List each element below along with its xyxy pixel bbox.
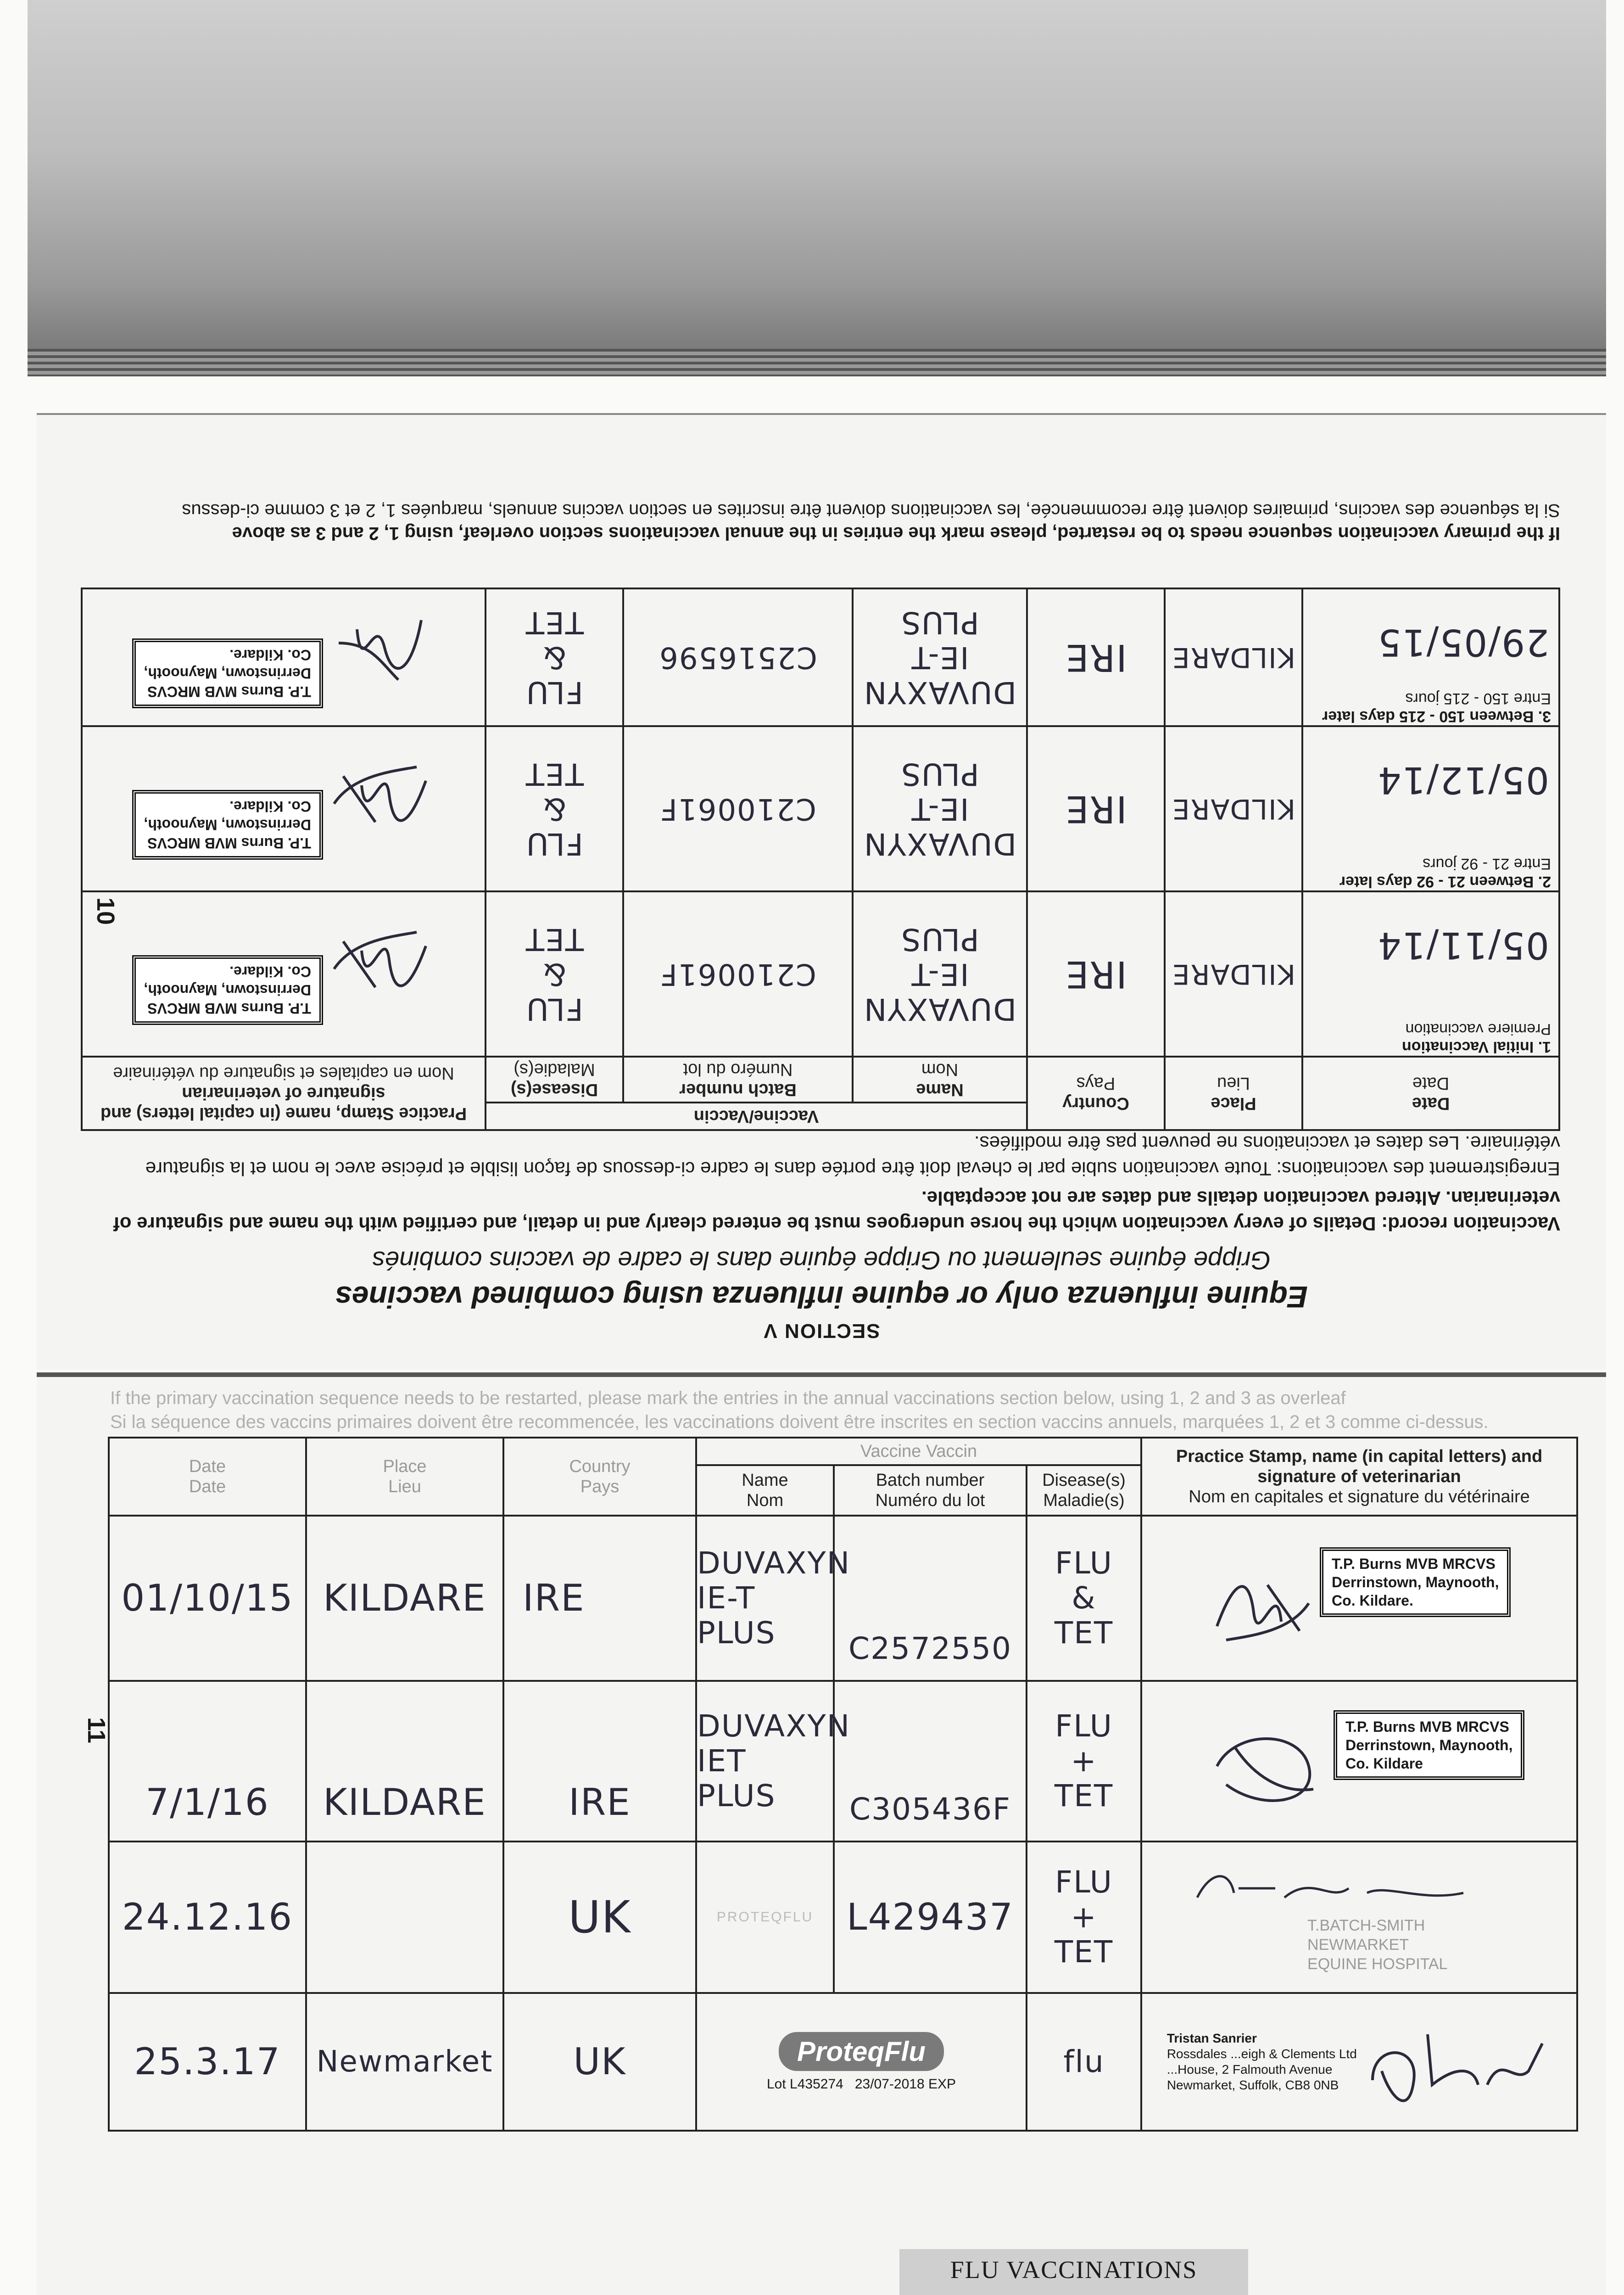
disease-value: flu <box>1027 1993 1141 2131</box>
batch-value: C2572550 <box>834 1516 1027 1681</box>
date-cell <box>1302 726 1559 891</box>
practice-stamp: T.P. Burns MVB MRCVS Derrinstown, Maynooth, Co. Kildare. <box>132 955 323 1025</box>
vaccine-label-print: PROTEQFLU <box>716 1909 814 1925</box>
row-label: 1. Initial Vaccination Premiere vaccination <box>1402 1020 1551 1056</box>
table-row <box>109 1516 1577 1681</box>
vet-signature <box>325 606 435 698</box>
place-value: KILDARE <box>1165 588 1302 726</box>
table-row <box>109 1681 1577 1842</box>
header-place: Place Lieu <box>306 1438 503 1516</box>
header-country: Country Pays <box>1027 1057 1165 1130</box>
restart-instructions-fr: Si la séquence des vaccins, primaires doivent être recommencée, les vaccinations doivent être inscrites en section vaccins annuels, marquées 1, 2 et 3 comme ci-dessus <box>182 500 1560 521</box>
header-batch-number: Batch number Numéro du lot <box>834 1465 1027 1516</box>
table-row <box>82 726 1559 891</box>
practice-stamp: T.P. Burns MVB MRCVS Derrinstown, Maynooth, Co. Kildare. <box>132 638 323 708</box>
disease-value: FLU & TET <box>486 588 623 726</box>
lot-expiry-line: Lot L435274 23/07-2018 EXP <box>766 2076 956 2092</box>
annual-vaccination-table <box>108 1437 1578 2132</box>
row-label: 3. Between 150 - 215 days later Entre 150 - 215 jours <box>1322 690 1551 725</box>
primary-vaccination-table <box>81 588 1560 1131</box>
date-value: 05/12/14 <box>1377 759 1549 801</box>
practice-stamp: T.P. Burns MVB MRCVS Derrinstown, Maynooth, Co. Kildare. <box>132 790 323 860</box>
place-value: KILDARE <box>306 1516 503 1681</box>
country-value: IRE <box>503 1681 696 1842</box>
header-diseases: Disease(s) Maladie(s) <box>486 1057 623 1103</box>
header-diseases: Disease(s) Maladie(s) <box>1027 1465 1141 1516</box>
vet-signature <box>1208 1557 1318 1649</box>
stamp-cell <box>1141 1516 1577 1681</box>
page-number: 11 <box>83 1717 110 1744</box>
faded-instructions: If the primary vaccination sequence needs to be restarted, please mark the entries in the annual vaccinations section below, using 1, 2 and 3 as overleaf Si la séquence des vaccins primaires doivent être recommencée, les vaccinations doivent être inscrites en section vaccins annuels, marquées 1, 2 et 3 comme ci-dessus. <box>110 1388 1489 1432</box>
date-value: 25.3.17 <box>109 1993 306 2131</box>
country-value: UK <box>503 1842 696 1993</box>
stamp-cell <box>1141 1842 1577 1993</box>
date-value: 01/10/15 <box>109 1516 306 1681</box>
vet-signature <box>325 758 435 850</box>
table-row <box>82 891 1559 1057</box>
binding-crease <box>28 349 1606 376</box>
page-11 <box>37 1372 1606 2295</box>
vaccine-sticker <box>696 1993 1027 2131</box>
vet-signature <box>1170 1861 1491 1916</box>
scan-shadow <box>28 0 1606 376</box>
vaccine-name-value: DUVAXYN IE-T PLUS <box>696 1516 834 1681</box>
batch-value: C305436F <box>834 1681 1027 1842</box>
stamp-cell <box>1141 1681 1577 1842</box>
date-value: 7/1/16 <box>109 1681 306 1842</box>
page-number: 10 <box>92 897 120 925</box>
practice-stamp: T.P. Burns MVB MRCVS Derrinstown, Maynooth, Co. Kildare. <box>1320 1547 1511 1617</box>
header-vaccine-group: Vaccine Vaccin <box>696 1438 1141 1465</box>
restart-instructions-en: If the primary vaccination sequence needs to be restarted, please mark the entries in the annual vaccinations section overleaf, using 1, 2 and 3 as above <box>232 523 1560 543</box>
batch-value: C210061F <box>623 891 853 1057</box>
header-practice-stamp: Practice Stamp, name (in capital letters) and signature of veterinarian Nom en capitales et signature du vétérinaire <box>1141 1438 1577 1516</box>
country-value: IRE <box>503 1516 696 1681</box>
header-vaccine-name: Name Nom <box>696 1465 834 1516</box>
vet-signature <box>325 923 435 1015</box>
page-10 <box>37 413 1606 1370</box>
vaccine-name-value: DUVAXYN IE-T PLUS <box>853 891 1027 1057</box>
country-value: UK <box>503 1993 696 2131</box>
header-practice-stamp: Practice Stamp, name (in capital letters) and signature of veterinarian Nom en capitales et signature du vétérinaire <box>82 1057 486 1130</box>
section-label: SECTION V <box>763 1320 880 1342</box>
place-value: KILDARE <box>1165 726 1302 891</box>
vaccination-instructions-en: Vaccination record: Details of every vaccination which the horse undergoes must be entered clearly and in detail, and certified with the name and signature of veterinarian. Altered vaccination details and dates are not acceptable. <box>113 1187 1560 1235</box>
vaccine-name-value: DUVAXYN IE-T PLUS <box>853 588 1027 726</box>
table-row <box>82 588 1559 726</box>
header-date: Date Date <box>1302 1057 1559 1130</box>
date-value: 24.12.16 <box>109 1842 306 1993</box>
header-vaccine-group: Vaccine/Vaccin <box>486 1103 1027 1130</box>
date-cell <box>1302 588 1559 726</box>
stamp-cell <box>82 726 486 891</box>
country-value: IRE <box>1027 891 1165 1057</box>
stamp-cell <box>82 588 486 726</box>
disease-value: FLU & TET <box>486 891 623 1057</box>
batch-value: C210061F <box>623 726 853 891</box>
table-row <box>109 1993 1577 2131</box>
row-label: 2. Between 21 - 92 days later Entre 21 - 92 jours <box>1339 855 1551 890</box>
vaccine-name-value <box>696 1842 834 1993</box>
header-country: Country Pays <box>503 1438 696 1516</box>
faded-stamp: T.BATCH-SMITH NEWMARKET EQUINE HOSPITAL <box>1307 1917 1448 1973</box>
disease-value: FLU & TET <box>1027 1516 1141 1681</box>
country-value: IRE <box>1027 726 1165 891</box>
disease-value: FLU + TET <box>1027 1842 1141 1993</box>
practice-stamp: T.P. Burns MVB MRCVS Derrinstown, Maynooth, Co. Kildare <box>1334 1710 1524 1780</box>
vaccine-name-value: DUVAXYN IE-T PLUS <box>853 726 1027 891</box>
disease-value: FLU & TET <box>486 726 623 891</box>
stamp-cell <box>1141 1993 1577 2131</box>
proteqflu-logo: ProteqFlu <box>779 2032 944 2071</box>
section-title: Equine influenza only or equine influenza using combined vaccines <box>335 1280 1308 1314</box>
table-row <box>109 1842 1577 1993</box>
stamp-cell <box>82 891 486 1057</box>
vaccine-name-value: DUVAXYN IET PLUS <box>696 1681 834 1842</box>
header-batch-number: Batch number Numéro du lot <box>623 1057 853 1103</box>
vet-signature <box>1359 2016 1551 2108</box>
header-date: Date Date <box>109 1438 306 1516</box>
place-value: KILDARE <box>306 1681 503 1842</box>
disease-value: FLU + TET <box>1027 1681 1141 1842</box>
country-value: IRE <box>1027 588 1165 726</box>
batch-value: C2516596 <box>623 588 853 726</box>
vaccination-instructions-fr: Enregistrement des vaccinations: Toute vaccination subie par le cheval doit être portée dans le cadre ci-dessous de façon lisible et précise avec le nom et la signature vétérinaire. Les dates et vaccinations ne peuvent pas être modifiées. <box>145 1132 1560 1180</box>
header-vaccine-name: Name Nom <box>853 1057 1027 1103</box>
place-value: KILDARE <box>1165 891 1302 1057</box>
date-value: 29/05/15 <box>1377 621 1549 664</box>
vet-signature <box>1194 1720 1332 1812</box>
place-value <box>306 1842 503 1993</box>
section-footer-tab: FLU VACCINATIONS <box>899 2249 1248 2295</box>
page-10-rotated-content <box>37 415 1606 1370</box>
batch-value: L429437 <box>834 1842 1027 1993</box>
section-subtitle: Grippe équine seulement ou Grippe équine dans le cadre de vaccins combinés <box>372 1246 1271 1275</box>
place-value: Newmarket <box>306 1993 503 2131</box>
vet-address-stamp: Tristan Sanrier Rossdales ...eigh & Clements Ltd ...House, 2 Falmouth Avenue Newmarket, Suffolk, CB8 0NB <box>1166 2031 1357 2092</box>
date-value: 05/11/14 <box>1377 924 1549 967</box>
header-place: Place Lieu <box>1165 1057 1302 1130</box>
date-cell <box>1302 891 1559 1057</box>
